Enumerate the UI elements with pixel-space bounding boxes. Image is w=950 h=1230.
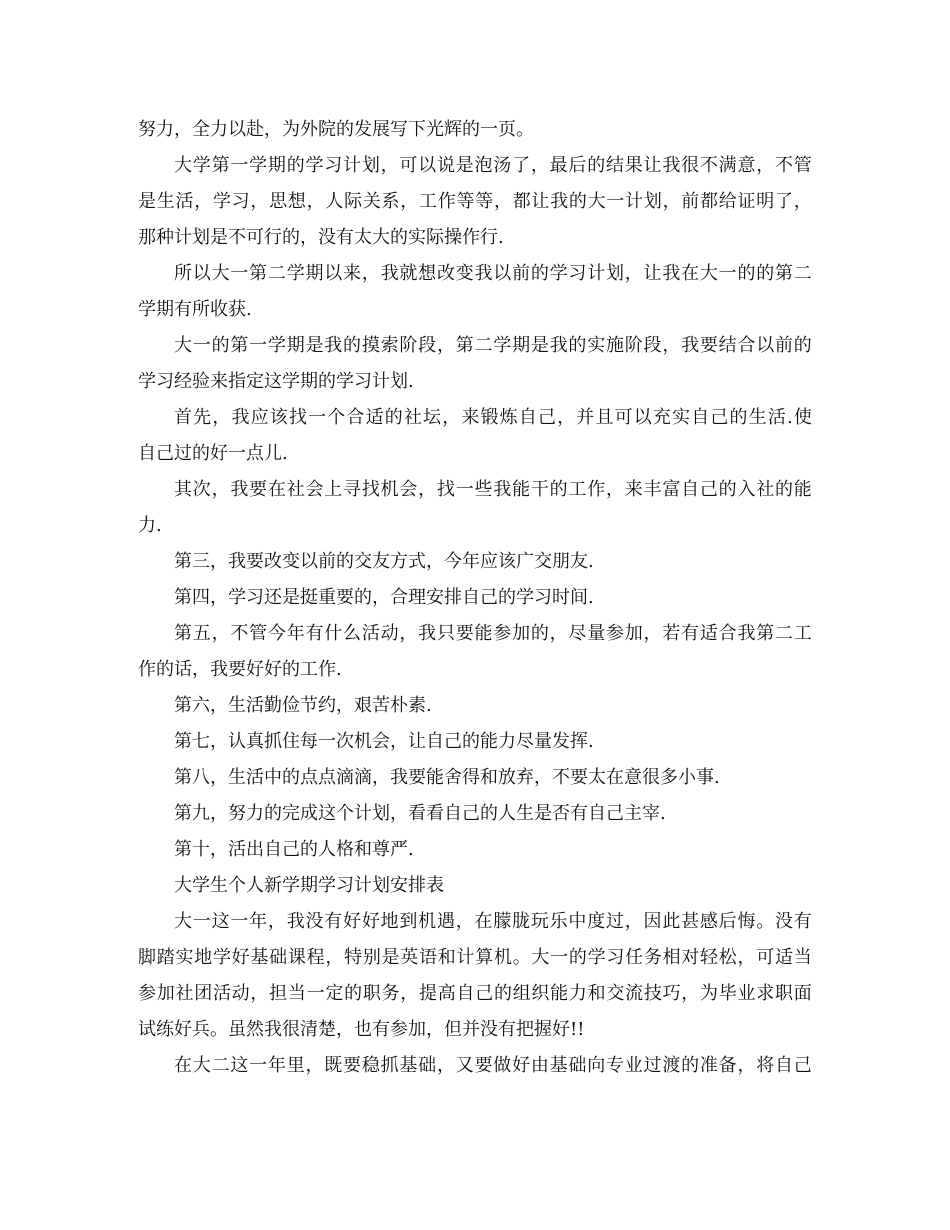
text-line: 大 一 的 第 一 学 期 是 我 的 摸 索 阶 段 ， 第 二 学 期 是 我 的 实 施 阶 段 ， 我 要 结 合 以 前 的 — [174, 335, 812, 356]
text-line: 在 大 二 这 一 年 里 ， 既 要 稳 抓 基 础 ， 又 要 做 好 由 基 础 向 专 业 过 渡 的 准 备 ， 将 自 己 — [174, 1055, 812, 1076]
text-line: 作的话，我要好好的工作. — [138, 659, 342, 680]
text-line: 其 次 ， 我 要 在 社 会 上 寻 找 机 会 ， 找 一 些 我 能 干 的 工 作 ， 来 丰 富 自 己 的 入 社 的 能 — [174, 479, 812, 500]
text-line: 首 先 ， 我 应 该 找 一 个 合 适 的 社 坛 ， 来 锻 炼 自 己 ， 并 且 可 以 充 实 自 己 的 生 活 . 使 — [174, 407, 812, 428]
text-line: 所 以 大 一 第 二 学 期 以 来 ， 我 就 想 改 变 我 以 前 的 学 习 计 划 ， 让 我 在 大 一 的 的 第 二 — [174, 263, 812, 284]
text-line: 第十，活出自己的人格和尊严. — [174, 839, 414, 860]
document-page — [138, 112, 812, 1084]
text-line: 参 加 社 团 活 动 ， 担 当 一 定 的 职 务 ， 提 高 自 己 的 组 织 能 力 和 交 流 技 巧 ， 为 毕 业 求 职 面 — [138, 983, 812, 1004]
text-line: 那种计划是不可行的，没有太大的实际操作行. — [138, 227, 504, 248]
text-line: 试练好兵。虽然我很清楚，也有参加，但并没有把握好!! — [138, 1019, 585, 1040]
text-line: 学期有所收获. — [138, 299, 252, 320]
text-line: 大学生个人新学期学习计划安排表 — [174, 875, 444, 896]
text-line: 第四，学习还是挺重要的，合理安排自己的学习时间. — [174, 587, 594, 608]
text-line: 第六，生活勤俭节约，艰苦朴素. — [174, 695, 432, 716]
text-line: 第 五 ， 不 管 今 年 有 什 么 活 动 ， 我 只 要 能 参 加 的 ， 尽 量 参 加 ， 若 有 适 合 我 第 二 工 — [174, 623, 812, 644]
text-line: 大 学 第 一 学 期 的 学 习 计 划 ， 可 以 说 是 泡 汤 了 ， 最 后 的 结 果 让 我 很 不 满 意 ， 不 管 — [174, 155, 812, 176]
text-line: 力. — [138, 515, 162, 536]
text-line: 第八，生活中的点点滴滴，我要能舍得和放弃，不要太在意很多小事. — [174, 767, 720, 788]
text-line: 努力，全力以赴，为外院的发展写下光辉的一页。 — [138, 119, 534, 140]
text-line: 脚 踏 实 地 学 好 基 础 课 程 ， 特 别 是 英 语 和 计 算 机 。 大 一 的 学 习 任 务 相 对 轻 松 ， 可 适 当 — [138, 947, 812, 968]
text-line: 大 一 这 一 年 ， 我 没 有 好 好 地 到 机 遇 ， 在 朦 胧 玩 乐 中 度 过 ， 因 此 甚 感 后 悔 。 没 有 — [174, 911, 812, 932]
text-line: 第七，认真抓住每一次机会，让自己的能力尽量发挥. — [174, 731, 594, 752]
text-line: 第九，努力的完成这个计划，看看自己的人生是否有自己主宰. — [174, 803, 666, 824]
text-line: 学习经验来指定这学期的学习计划. — [138, 371, 414, 392]
text-line: 第三，我要改变以前的交友方式，今年应该广交朋友. — [174, 551, 594, 572]
text-line: 是 生 活 ， 学 习 ， 思 想 ， 人 际 关 系 ， 工 作 等 等 ， 都 让 我 的 大 一 计 划 ， 前 都 给 证 明 了 ， — [138, 191, 812, 212]
text-line: 自己过的好一点儿. — [138, 443, 288, 464]
